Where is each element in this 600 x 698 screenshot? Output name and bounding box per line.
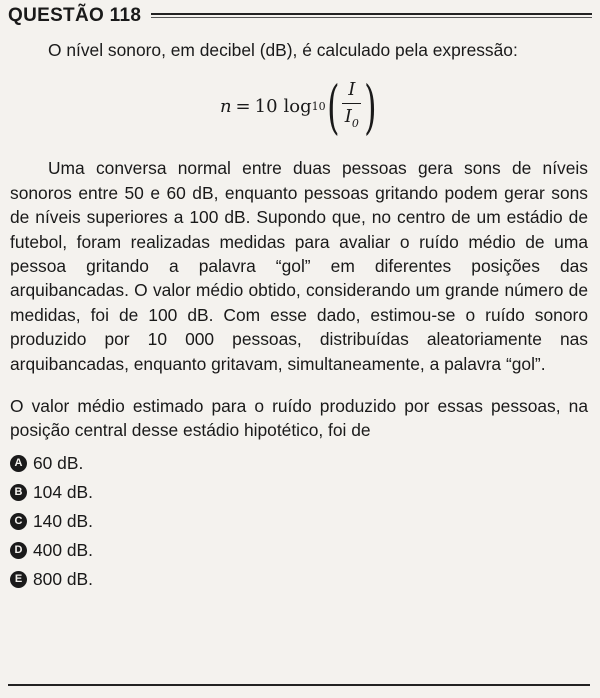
answer-options [10,449,588,594]
question-header [8,4,592,28]
header-divider [151,13,592,19]
option-b[interactable] [10,478,588,507]
option-c[interactable] [10,507,588,536]
option-letter-badge: D [10,542,27,559]
option-letter-badge: A [10,455,27,472]
fraction-numerator: I [342,79,361,104]
option-d[interactable] [10,536,588,565]
formula-base: 10 [311,100,326,114]
problem-paragraph: Uma conversa normal entre duas pessoas gera sons de níveis sonoros entre 50 e 60 dB, enquanto pessoas gritando podem gerar sons de níveis superiores a 100 dB. Supondo que, no centro de um estádio de futebol, foram realizadas medidas para avaliar o ruído médio de uma pessoa gritando a palavra “gol” em diferentes posições das arquibancadas. O valor médio obtido, considerando um grande número de medidas, foi de 100 dB. Com esse dado, estimou-se o ruído sonoro produzido por 10 000 pessoas, distribuídas aleatoriamente nas arquibancadas, enquanto gritavam, simultaneamente, a palavra “gol”. [10,158,588,374]
formula-coefficient: 10 [254,96,278,118]
option-text: 800 dB. [33,569,93,590]
option-letter-badge: B [10,484,27,501]
option-text: 104 dB. [33,482,93,503]
option-letter-badge: E [10,571,27,588]
option-e[interactable] [10,565,588,594]
question-prompt: O valor médio estimado para o ruído produzido por essas pessoas, na posição central desse estádio hipotético, foi de [10,396,588,441]
left-paren: ( [326,73,340,142]
option-text: 60 dB. [33,453,84,474]
option-text: 400 dB. [33,540,93,561]
denominator-subscript: 0 [351,117,359,131]
option-letter-badge: C [10,513,27,530]
option-text: 140 dB. [33,511,93,532]
denominator-symbol: I [344,106,352,128]
question-body [10,38,588,594]
option-a[interactable] [10,449,588,478]
formula-function: log [283,96,312,118]
formula-fraction [342,79,361,135]
formula-equals: = [235,96,251,118]
intro-text: O nível sonoro, em decibel (dB), é calculado pela expressão: [48,40,518,60]
fraction-denominator [345,104,359,135]
footer-divider [8,684,590,686]
formula [10,68,588,146]
formula-lhs: n [219,96,232,118]
question-number: QUESTÃO 118 [8,5,142,26]
right-paren: ) [364,73,377,142]
